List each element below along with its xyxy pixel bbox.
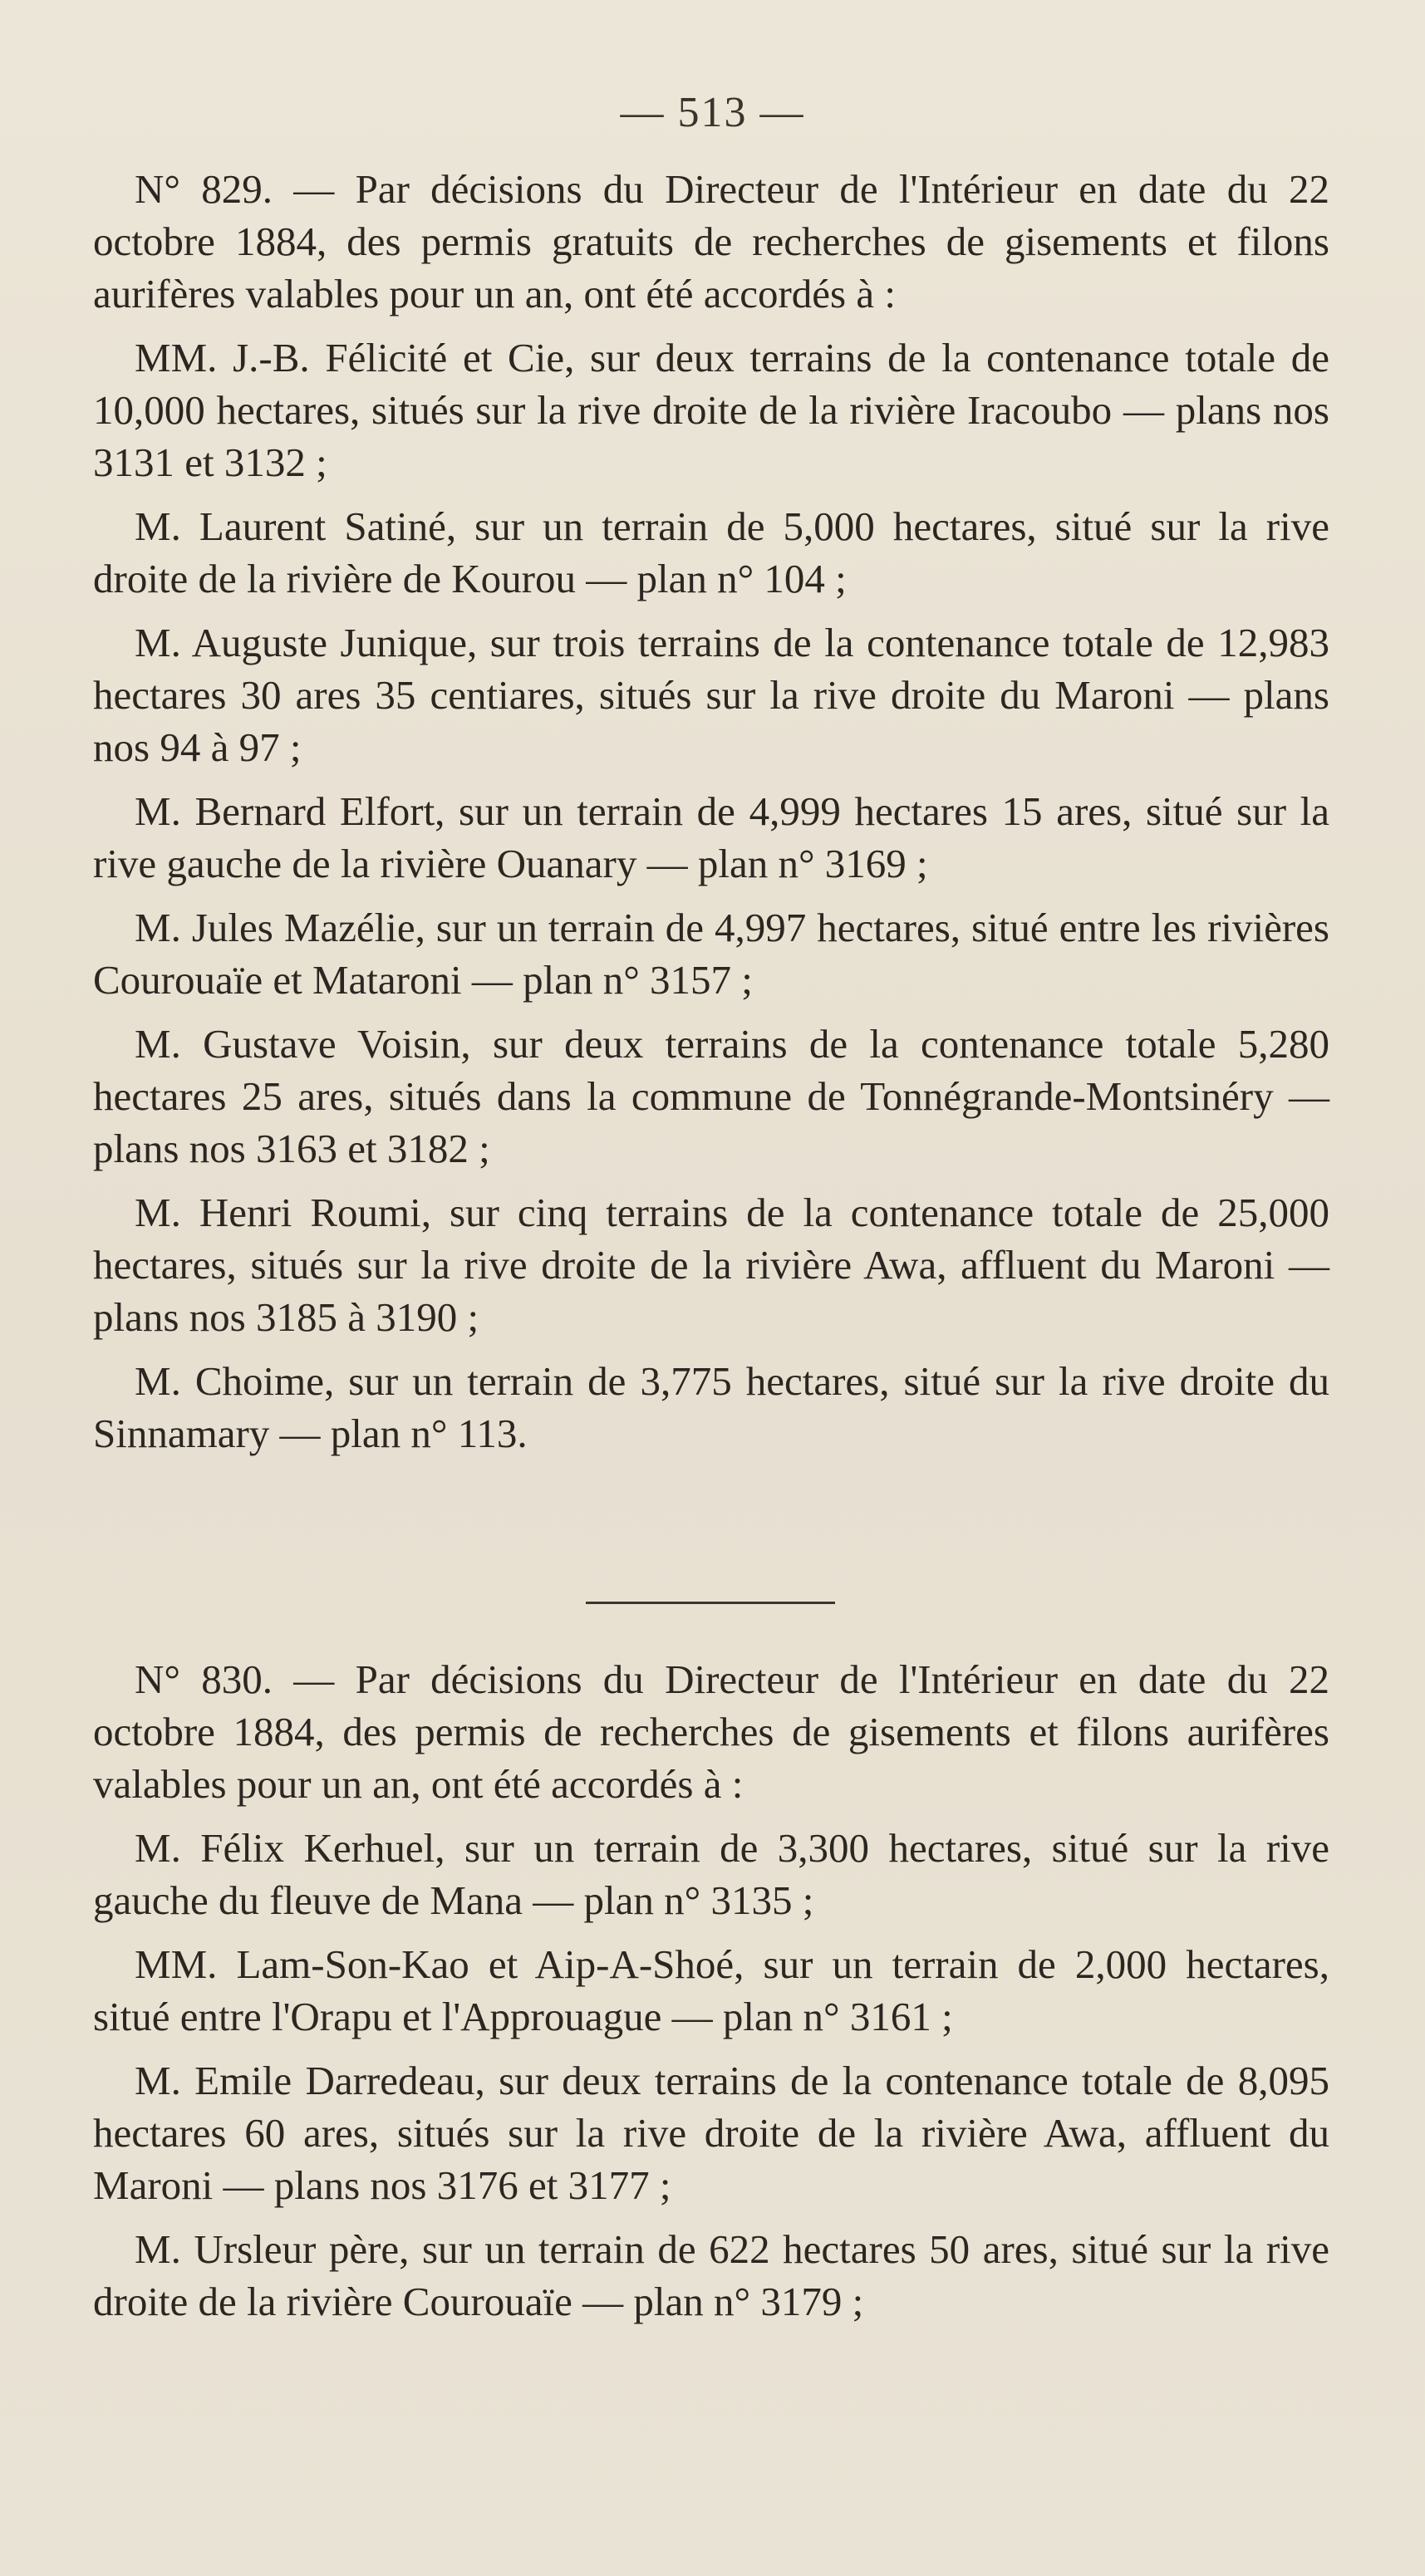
- permit-entry: M. Jules Mazélie, sur un terrain de 4,997 hectares, situé entre les rivières Courouaïe et Mataroni — plan n° 3157 ;: [93, 905, 1329, 1003]
- permit-entry: M. Emile Darredeau, sur deux terrains de la contenance totale de 8,095 hectares 60 ares, situés sur la rive droite de la rivière Awa, affluent du Maroni — plans nos 3176 et 3177 ;: [93, 2058, 1329, 2208]
- page-number: — 513 —: [620, 89, 805, 136]
- decision-829: [93, 163, 1329, 1471]
- section-divider: [586, 1602, 835, 1604]
- permit-entry: M. Félix Kerhuel, sur un terrain de 3,300 hectares, situé sur la rive gauche du fleuve de Mana — plan n° 3135 ;: [93, 1825, 1329, 1923]
- permit-entry: M. Ursleur père, sur un terrain de 622 hectares 50 ares, situé sur la rive droite de la rivière Courouaïe — plan n° 3179 ;: [93, 2226, 1329, 2324]
- permit-entry: MM. J.-B. Félicité et Cie, sur deux terrains de la contenance totale de 10,000 hectares, situés sur la rive droite de la rivière Iracoubo — plans nos 3131 et 3132 ;: [93, 335, 1329, 485]
- permit-entry: M. Laurent Satiné, sur un terrain de 5,000 hectares, situé sur la rive droite de la rivière de Kourou — plan n° 104 ;: [93, 503, 1329, 601]
- decision-830-intro: N° 830. — Par décisions du Directeur de l'Intérieur en date du 22 octobre 1884, des permis de recherches de gisements et filons aurifères valables pour un an, ont été accordés à :: [93, 1656, 1329, 1807]
- decision-829-intro: N° 829. — Par décisions du Directeur de l'Intérieur en date du 22 octobre 1884, des permis gratuits de recherches de gisements et filons aurifères valables pour un an, ont été accordés à :: [93, 166, 1329, 316]
- permit-entry: M. Gustave Voisin, sur deux terrains de la contenance totale 5,280 hectares 25 ares, situés dans la commune de Tonnégrande-Montsinéry — plans nos 3163 et 3182 ;: [93, 1021, 1329, 1171]
- permit-entry: MM. Lam-Son-Kao et Aip-A-Shoé, sur un terrain de 2,000 hectares, situé entre l'Orapu et l'Approuague — plan n° 3161 ;: [93, 1941, 1329, 2039]
- permit-entry: M. Henri Roumi, sur cinq terrains de la contenance totale de 25,000 hectares, situés sur la rive droite de la rivière Awa, affluent du Maroni — plans nos 3185 à 3190 ;: [93, 1190, 1329, 1340]
- permit-entry: M. Bernard Elfort, sur un terrain de 4,999 hectares 15 ares, situé sur la rive gauche de la rivière Ouanary — plan n° 3169 ;: [93, 788, 1329, 886]
- permit-entry: M. Auguste Junique, sur trois terrains de la contenance totale de 12,983 hectares 30 ares 35 centiares, situés sur la rive droite du Maroni — plans nos 94 à 97 ;: [93, 620, 1329, 770]
- decision-830: [93, 1653, 1329, 2339]
- permit-entry: M. Choime, sur un terrain de 3,775 hectares, situé sur la rive droite du Sinnamary — plan n° 113.: [93, 1358, 1329, 1456]
